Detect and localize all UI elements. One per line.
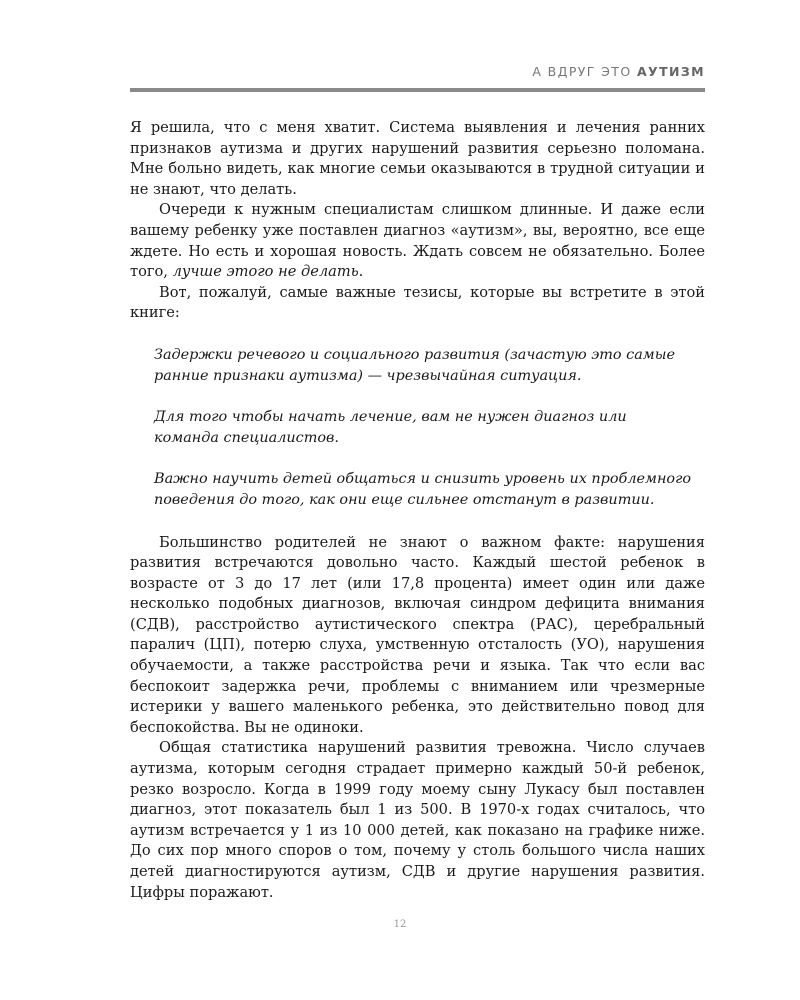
paragraph-2-end: . [358,263,364,281]
body-text [130,118,705,903]
paragraph-2-text: Очереди к нужным специалистам слишком длинные. И даже если вашему ребенку уже поставлен диагноз «аутизм», вы, вероятно, все еще ждете. Но есть и хорошая новость. Ждать совсем не обязательно. Более того, [130,201,705,281]
page-number: 12 [393,919,407,930]
running-header-title: А ВДРУГ ЭТО [532,64,632,79]
paragraph-4: Большинство родителей не знают о важном факте: нарушения развития встречаются довольно часто. Каждый шестой ребенок в возрасте от 3 до 17 лет (или 17,8 процента) имеет один или даже несколько подобных диагнозов, включая синдром дефицита внимания (СДВ), расстройство аутистического спектра (РАС), церебральный паралич (ЦП), потерю слуха, умственную отсталость (УО), нарушения обучаемости, а также расстройства речи и языка. Так что если вас беспокоит задержка речи, проблемы с вниманием или чрезмерные истерики у вашего маленького ребенка, это действительно повод для беспокойства. Вы не одиноки. [130,533,705,736]
paragraph-2-emphasis: лучше этого не делать [172,263,359,281]
paragraph-2 [130,200,705,282]
running-header-title-bold: АУТИЗМ [636,64,705,79]
theses-block [154,345,705,511]
thesis-1: Задержки речевого и социального развития (зачастую это самые ранние признаки аутизма) — чрезвычайная ситуация. [154,346,675,384]
running-header [130,64,705,79]
thesis-3: Важно научить детей общаться и снизить уровень их проблемного поведения до того, как они еще сильнее отстанут в развитии. [154,471,692,508]
paragraph-5: Общая статистика нарушений развития тревожна. Число случаев аутизма, которым сегодня страдает примерно каждый 50-й ребенок, резко возросло. Когда в 1999 году моему сыну Лукасу был поставлен диагноз, этот показатель был 1 из 500. В 1970-х годах считалось, что аутизм встречается у 1 из 10 000 детей, как показано на графике ниже. До сих пор много споров о том, почему у столь большого числа наших детей диагностируются аутизм, СДВ и другие нарушения развития. Цифры поражают. [130,739,705,901]
paragraph-3: Вот, пожалуй, самые важные тезисы, которые вы встретите в этой книге: [130,283,705,322]
thesis-2: Для того чтобы начать лечение, вам не нужен диагноз или команда специалистов. [154,409,627,446]
paragraph-1: Я решила, что с меня хватит. Система выявления и лечения ранних признаков аутизма и других нарушений развития серьезно поломана. Мне больно видеть, как многие семьи оказываются в трудной ситуации и не знают, что делать. [130,119,705,198]
header-rule [130,88,705,92]
